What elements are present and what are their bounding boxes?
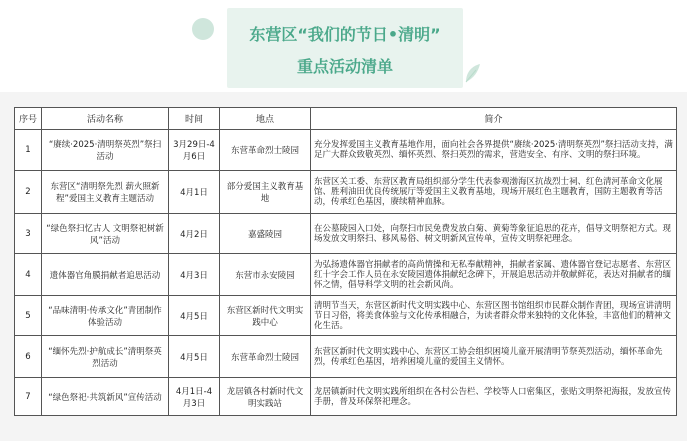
decorative-circle bbox=[192, 18, 214, 40]
activity-name: “绿色祭祀·共筑新风”宣传活动 bbox=[42, 378, 169, 416]
activity-place: 东营市永安陵园 bbox=[220, 254, 311, 296]
row-number: 6 bbox=[15, 336, 42, 378]
table-row bbox=[15, 336, 677, 378]
activity-intro: 在公墓陵园入口处，向祭扫市民免费发放白菊、黄菊等象征追思的花卉，倡导文明祭祀方式。现场发放文明祭扫、移风易俗、树文明新风宣传单，宣传文明祭祀理念。 bbox=[311, 214, 677, 254]
row-number: 2 bbox=[15, 171, 42, 214]
activity-place: 东营区新时代文明实践中心 bbox=[220, 296, 311, 336]
activity-time: 4月1日-4月3日 bbox=[169, 378, 220, 416]
activity-intro: 充分发挥爱国主义教育基地作用，面向社会各界提供“赓续·2025·清明祭英烈”祭扫活动支持，满足广大群众致敬英烈、缅怀英烈、祭扫英烈的需求，营造安全、有序、文明的祭扫环境。 bbox=[311, 130, 677, 171]
activity-name: “赓续·2025·清明祭英烈”祭扫活动 bbox=[42, 130, 169, 171]
row-number: 7 bbox=[15, 378, 42, 416]
activity-name: 东营区“清明祭先烈 薪火照新程”爱国主义教育主题活动 bbox=[42, 171, 169, 214]
table-row bbox=[15, 214, 677, 254]
table-row bbox=[15, 171, 677, 214]
table-row bbox=[15, 254, 677, 296]
activity-name: 遗体器官角膜捐献者追思活动 bbox=[42, 254, 169, 296]
activity-table bbox=[14, 107, 677, 416]
activity-intro: 龙居镇新时代文明实践所组织在各村公告栏、学校等人口密集区，张贴文明祭祀海报，发放宣传手册，普及环保祭祀理念。 bbox=[311, 378, 677, 416]
table-row bbox=[15, 296, 677, 336]
activity-time: 3月29日-4月6日 bbox=[169, 130, 220, 171]
activity-place: 东营革命烈士陵园 bbox=[220, 130, 311, 171]
column-header-time: 时间 bbox=[169, 108, 220, 130]
activity-intro: 东营区新时代文明实践中心、东营区工协会组织困境儿童开展清明节祭英烈活动，缅怀革命先烈，传承红色基因，培养困境儿童的爱国主义情怀。 bbox=[311, 336, 677, 378]
activity-place: 部分爱国主义教育基地 bbox=[220, 171, 311, 214]
activity-place: 东营革命烈士陵园 bbox=[220, 336, 311, 378]
leaf-icon bbox=[462, 62, 482, 84]
activity-intro: 清明节当天，东营区新时代文明实践中心、东营区图书馆组织市民群众制作青团，现场宣讲清明节日习俗，将美食体验与文化传承相融合，为读者群众带来独特的文化体验，丰富他们的精神文化生活。 bbox=[311, 296, 677, 336]
table-header-row bbox=[15, 108, 677, 130]
activity-time: 4月5日 bbox=[169, 296, 220, 336]
activity-place: 嘉盛陵园 bbox=[220, 214, 311, 254]
activity-place: 龙居镇各村新时代文明实践站 bbox=[220, 378, 311, 416]
column-header-no: 序号 bbox=[15, 108, 42, 130]
column-header-intro: 简介 bbox=[311, 108, 677, 130]
activity-time: 4月5日 bbox=[169, 336, 220, 378]
table-row bbox=[15, 130, 677, 171]
row-number: 3 bbox=[15, 214, 42, 254]
row-number: 4 bbox=[15, 254, 42, 296]
table-row bbox=[15, 378, 677, 416]
activity-time: 4月2日 bbox=[169, 214, 220, 254]
activity-time: 4月3日 bbox=[169, 254, 220, 296]
activity-name: “绿色祭扫忆古人 文明祭祀树新风”活动 bbox=[42, 214, 169, 254]
column-header-place: 地点 bbox=[220, 108, 311, 130]
page-subtitle: 重点活动清单 bbox=[296, 57, 393, 76]
row-number: 5 bbox=[15, 296, 42, 336]
activity-name: “品味清明·传承文化”青团制作体验活动 bbox=[42, 296, 169, 336]
activity-name: “缅怀先烈·护航成长”清明祭英烈活动 bbox=[42, 336, 169, 378]
column-header-name: 活动名称 bbox=[42, 108, 169, 130]
page-title: 东营区“我们的节日•清明” bbox=[249, 25, 441, 44]
activity-intro: 东营区关工委、东营区教育局组织部分学生代表参观渤海区抗战烈士祠、红色清河革命文化展馆、胜利油田优良传统展厅等爱国主义教育基地，现场开展红色主题教育，国防主题教育等活动，传承红色基因，赓续精神血脉。 bbox=[311, 171, 677, 214]
activity-time: 4月1日 bbox=[169, 171, 220, 214]
row-number: 1 bbox=[15, 130, 42, 171]
activity-intro: 为弘扬遗体器官捐献者的高尚情操和无私奉献精神，捐献者家属、遗体器官登记志愿者、东营区红十字会工作人员在永安陵园遗体捐献纪念碑下，开展追思活动并敬献鲜花，表达对捐献者的缅怀之情，倡导科学文明的社会新风尚。 bbox=[311, 254, 677, 296]
